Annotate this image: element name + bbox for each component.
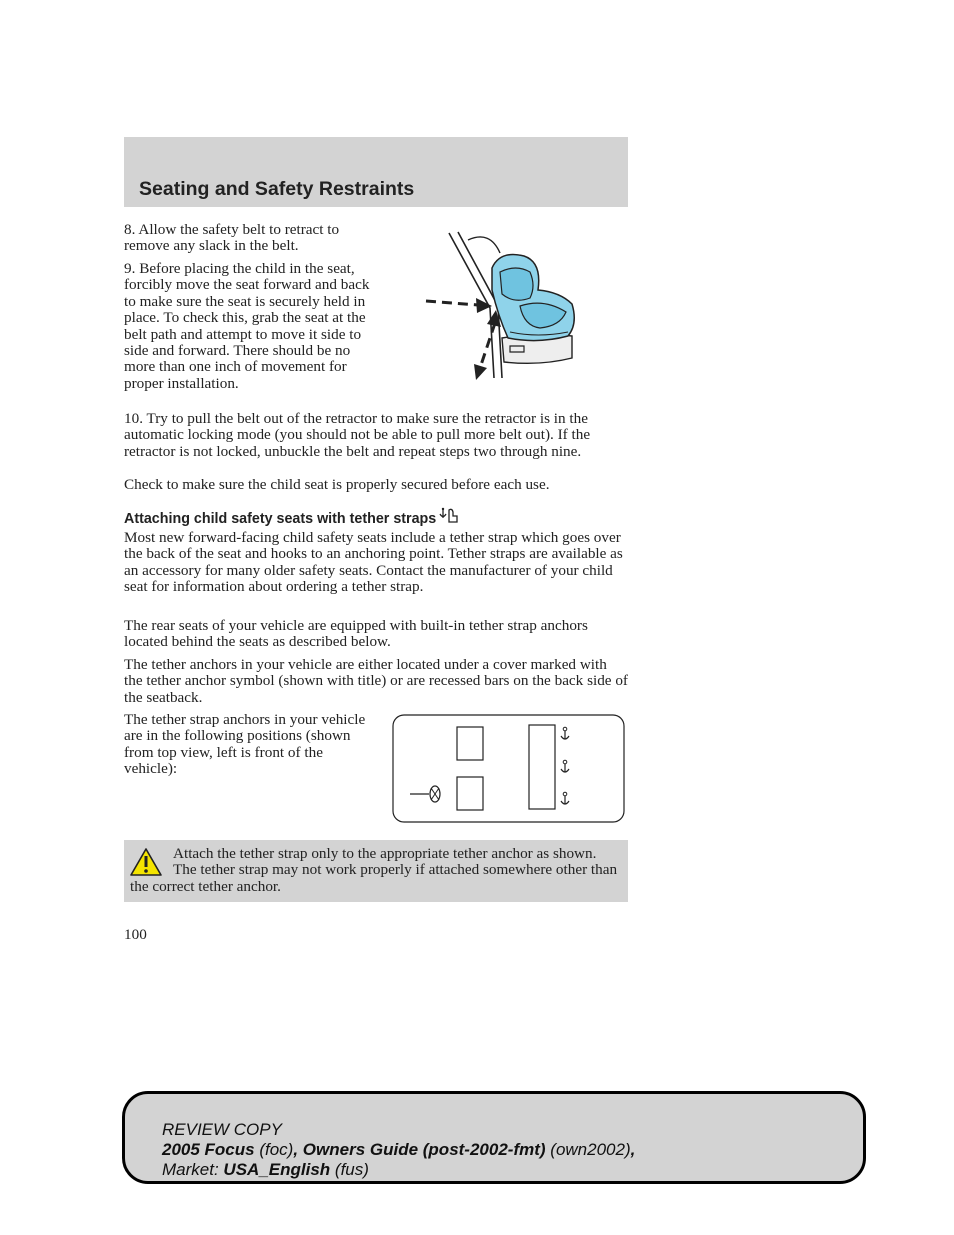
step-10-text: 10. Try to pull the belt out of the retractor to make sure the retractor is in the automatic locking mode (you should not be able to pull more belt out). If the retractor is not locked, unbuckle the belt and repeat steps two through nine.	[124, 410, 591, 460]
tether-para-3: The tether anchors in your vehicle are either located under a cover marked with the tether anchor symbol (shown with title) or are recessed bars on the back side of the seatback.	[124, 656, 628, 706]
step-9-text: 9. Before placing the child in the seat, forcibly move the seat forward and back to make sure the seat is securely held in place. To check this, grab the seat at the belt path and attempt to move it side to side and forward. There should be no more than one inch of movement for proper installation.	[124, 260, 370, 392]
footer-text	[162, 1120, 635, 1180]
warning-box	[124, 840, 628, 902]
page-number: 100	[124, 926, 147, 943]
warning-text: Attach the tether strap only to the appropriate tether anchor as shown. The tether strap may not work properly if attached somewhere other than the correct tether anchor.	[130, 845, 618, 895]
section-header	[124, 137, 628, 207]
footer-market-label: Market:	[162, 1160, 219, 1179]
footer-guide: , Owners Guide (post-2002-fmt)	[293, 1140, 546, 1159]
warning-paragraph	[130, 846, 620, 895]
child-seat-illustration	[420, 228, 585, 388]
tether-heading-text: Attaching child safety seats with tether straps	[124, 511, 437, 527]
footer-model-line: 2005 Focus (foc), Owners Guide (post-2002-fmt) (own2002),	[162, 1140, 636, 1159]
tether-para-4: The tether strap anchors in your vehicle are in the following positions (shown from top view, left is front of the vehicle):	[124, 711, 366, 778]
step-8-text: 8. Allow the safety belt to retract to remove any slack in the belt.	[124, 221, 340, 255]
footer-market-code: (fus)	[334, 1160, 369, 1179]
vehicle-outline	[393, 715, 624, 822]
tether-heading	[124, 507, 459, 527]
footer-guide-code: (own2002)	[550, 1140, 631, 1159]
tether-para-1: Most new forward-facing child safety seats include a tether strap which goes over the back of the seat and hooks to an anchoring point. Tether straps are available as an accessory for many older safety seats. Contact the manufacturer of your child seat for information about ordering a tether strap.	[124, 529, 623, 596]
child-seat-tether-icon	[439, 507, 459, 525]
check-text: Check to make sure the child seat is properly secured before each use.	[124, 476, 550, 493]
footer-review-copy: REVIEW COPY	[162, 1120, 282, 1139]
footer-model-code: (foc)	[259, 1140, 294, 1159]
footer-model: 2005 Focus	[162, 1140, 255, 1159]
review-copy-footer	[122, 1091, 866, 1184]
tether-anchor-diagram	[392, 714, 625, 824]
footer-market: USA_English	[223, 1160, 331, 1179]
section-title: Seating and Safety Restraints	[139, 178, 415, 200]
tether-para-2: The rear seats of your vehicle are equipped with built-in tether strap anchors located behind the seats as described below.	[124, 617, 588, 651]
footer-market-line	[162, 1160, 635, 1180]
